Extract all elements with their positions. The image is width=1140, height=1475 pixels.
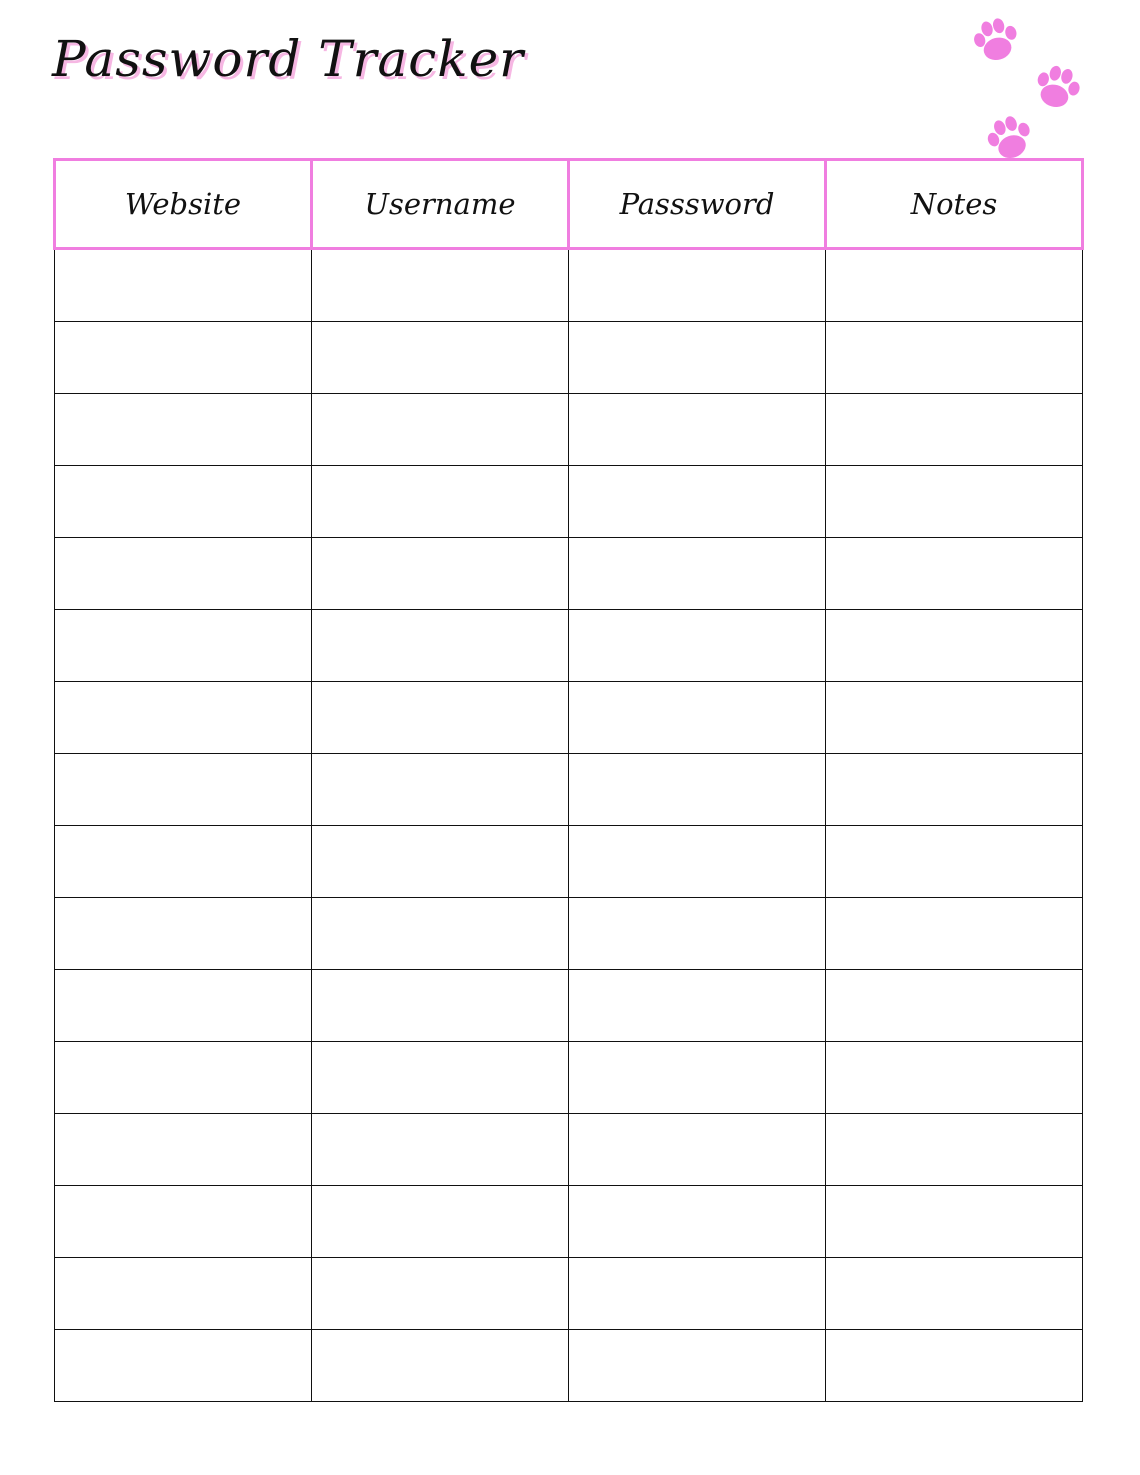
table-row: [55, 898, 1083, 970]
username-cell[interactable]: [312, 466, 569, 538]
notes-cell[interactable]: [826, 249, 1083, 322]
password-cell[interactable]: [569, 898, 826, 970]
password-cell[interactable]: [569, 1258, 826, 1330]
column-header-password: Passsword: [569, 160, 826, 249]
username-cell[interactable]: [312, 322, 569, 394]
password-cell[interactable]: [569, 754, 826, 826]
username-cell[interactable]: [312, 1186, 569, 1258]
password-table: [53, 158, 1084, 1402]
website-cell[interactable]: [55, 322, 312, 394]
paw-icon: [970, 14, 1022, 64]
column-header-username: Username: [312, 160, 569, 249]
website-cell[interactable]: [55, 1258, 312, 1330]
table-row: [55, 826, 1083, 898]
table-row: [55, 538, 1083, 610]
password-cell[interactable]: [569, 1330, 826, 1402]
table-row: [55, 249, 1083, 322]
table-row: [55, 466, 1083, 538]
paw-icon: [983, 111, 1037, 164]
paw-icon: [1032, 62, 1084, 112]
website-cell[interactable]: [55, 826, 312, 898]
notes-cell[interactable]: [826, 322, 1083, 394]
table-row: [55, 970, 1083, 1042]
table-row: [55, 1330, 1083, 1402]
username-cell[interactable]: [312, 898, 569, 970]
notes-cell[interactable]: [826, 1114, 1083, 1186]
password-cell[interactable]: [569, 682, 826, 754]
website-cell[interactable]: [55, 394, 312, 466]
paw-prints: [950, 5, 1100, 165]
table-body: [55, 249, 1083, 1402]
website-cell[interactable]: [55, 249, 312, 322]
password-cell[interactable]: [569, 826, 826, 898]
table-row: [55, 682, 1083, 754]
notes-cell[interactable]: [826, 754, 1083, 826]
website-cell[interactable]: [55, 1330, 312, 1402]
password-cell[interactable]: [569, 1114, 826, 1186]
username-cell[interactable]: [312, 1042, 569, 1114]
table-header-row: [55, 160, 1083, 249]
username-cell[interactable]: [312, 1258, 569, 1330]
password-cell[interactable]: [569, 322, 826, 394]
website-cell[interactable]: [55, 610, 312, 682]
website-cell[interactable]: [55, 466, 312, 538]
username-cell[interactable]: [312, 610, 569, 682]
notes-cell[interactable]: [826, 1258, 1083, 1330]
username-cell[interactable]: [312, 754, 569, 826]
website-cell[interactable]: [55, 898, 312, 970]
password-cell[interactable]: [569, 970, 826, 1042]
username-cell[interactable]: [312, 538, 569, 610]
website-cell[interactable]: [55, 754, 312, 826]
username-cell[interactable]: [312, 1330, 569, 1402]
table-row: [55, 394, 1083, 466]
password-cell[interactable]: [569, 249, 826, 322]
username-cell[interactable]: [312, 249, 569, 322]
notes-cell[interactable]: [826, 394, 1083, 466]
notes-cell[interactable]: [826, 1186, 1083, 1258]
notes-cell[interactable]: [826, 610, 1083, 682]
website-cell[interactable]: [55, 1114, 312, 1186]
username-cell[interactable]: [312, 682, 569, 754]
notes-cell[interactable]: [826, 1330, 1083, 1402]
table-row: [55, 1114, 1083, 1186]
password-cell[interactable]: [569, 1042, 826, 1114]
website-cell[interactable]: [55, 1042, 312, 1114]
notes-cell[interactable]: [826, 1042, 1083, 1114]
username-cell[interactable]: [312, 394, 569, 466]
notes-cell[interactable]: [826, 826, 1083, 898]
website-cell[interactable]: [55, 970, 312, 1042]
password-cell[interactable]: [569, 394, 826, 466]
table-row: [55, 610, 1083, 682]
username-cell[interactable]: [312, 826, 569, 898]
page-title: Password Tracker: [52, 30, 525, 88]
table-row: [55, 1186, 1083, 1258]
notes-cell[interactable]: [826, 970, 1083, 1042]
username-cell[interactable]: [312, 1114, 569, 1186]
notes-cell[interactable]: [826, 898, 1083, 970]
password-cell[interactable]: [569, 466, 826, 538]
password-cell[interactable]: [569, 1186, 826, 1258]
table-row: [55, 1258, 1083, 1330]
notes-cell[interactable]: [826, 538, 1083, 610]
column-header-website: Website: [55, 160, 312, 249]
username-cell[interactable]: [312, 970, 569, 1042]
website-cell[interactable]: [55, 538, 312, 610]
website-cell[interactable]: [55, 1186, 312, 1258]
column-header-notes: Notes: [826, 160, 1083, 249]
table-row: [55, 754, 1083, 826]
table-row: [55, 1042, 1083, 1114]
password-cell[interactable]: [569, 538, 826, 610]
table-row: [55, 322, 1083, 394]
website-cell[interactable]: [55, 682, 312, 754]
notes-cell[interactable]: [826, 466, 1083, 538]
notes-cell[interactable]: [826, 682, 1083, 754]
password-cell[interactable]: [569, 610, 826, 682]
